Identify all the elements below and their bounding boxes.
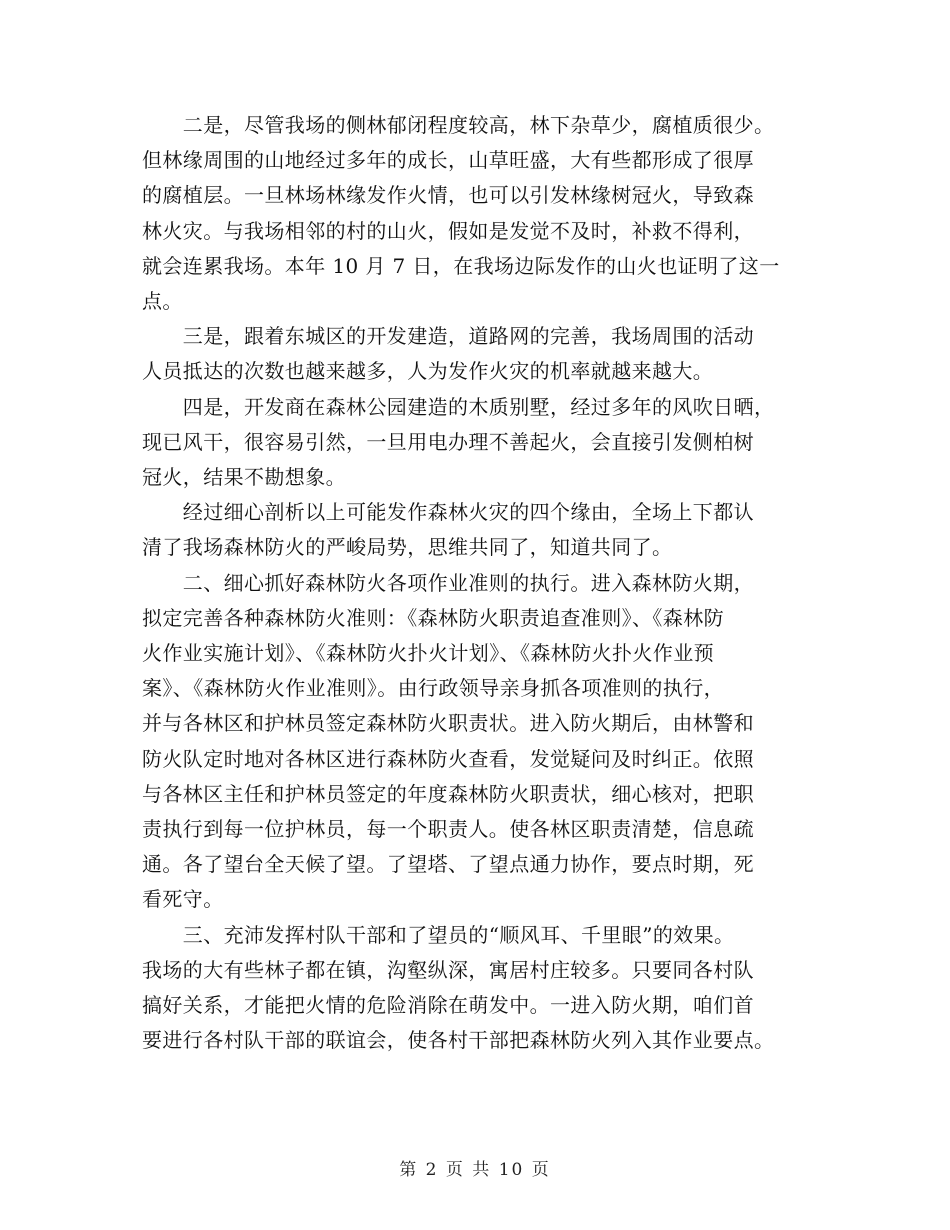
paragraph-5 <box>142 566 810 918</box>
paragraph-4 <box>142 495 810 565</box>
text-line: 清了我场森林防火的严峻局势，思维共同了，知道共同了。 <box>142 535 673 560</box>
text-line: 通。各了望台全天候了望。了望塔、了望点通力协作，要点时期，死 <box>142 852 754 877</box>
text-line: 与各林区主任和护林员签定的年度森林防火职责状，细心核对，把职 <box>142 781 754 806</box>
page-number-footer: 第 2 页 共 10 页 <box>399 1160 551 1180</box>
text-line: 三是，跟着东城区的开发建造，道路网的完善，我场周围的活动 <box>142 324 754 349</box>
text-line: 的腐植层。一旦林场林缘发作火情，也可以引发林缘树冠火，导致森 <box>142 183 754 208</box>
text-line: 二是，尽管我场的侧林郁闭程度较高，林下杂草少，腐植质很少。 <box>142 113 775 137</box>
text-line: 但林缘周围的山地经过多年的成长，山草旺盛，大有些都形成了很厚 <box>142 148 754 173</box>
text-line: 拟定完善各种森林防火准则：《森林防火职责追查准则》、《森林防 <box>142 605 724 630</box>
paragraph-6 <box>142 918 810 1059</box>
paragraph-1 <box>142 108 810 319</box>
text-line: 并与各林区和护林员签定森林防火职责状。进入防火期后，由林警和 <box>142 711 754 736</box>
paragraph-2 <box>142 319 810 389</box>
paragraph-3 <box>142 390 810 496</box>
text-line: 火作业实施计划》、《森林防火扑火计划》、《森林防火扑火作业预 <box>142 641 714 666</box>
text-line: 林火灾。与我场相邻的村的山火，假如是发觉不及时，补救不得利， <box>142 218 754 243</box>
text-line: 我场的大有些林子都在镇，沟壑纵深，寓居村庄较多。只要同各村队 <box>142 957 754 982</box>
text-line: 案》、《森林防火作业准则》。由行政领导亲身抓各项准则的执行， <box>142 676 724 701</box>
text-line: 人员抵达的次数也越来越多，人为发作火灾的机率就越来越大。 <box>142 359 714 384</box>
text-line: 防火队定时地对各林区进行森林防火查看，发觉疑问及时纠正。依照 <box>142 746 754 771</box>
text-line: 二、细心抓好森林防火各项作业准则的执行。进入森林防火期， <box>142 570 754 595</box>
text-line: 看死守。 <box>142 887 224 912</box>
text-line: 责执行到每一位护林员，每一个职责人。使各林区职责清楚，信息疏 <box>142 817 754 842</box>
text-line: 要进行各村队干部的联谊会，使各村干部把森林防火列入其作业要点。 <box>142 1028 775 1053</box>
text-line: 点。 <box>142 289 183 314</box>
text-line: 四是，开发商在森林公园建造的木质别墅，经过多年的风吹日晒， <box>142 394 775 419</box>
text-line: 搞好关系，才能把火情的危险消除在萌发中。一进入防火期，咱们首 <box>142 993 754 1018</box>
text-line: 经过细心剖析以上可能发作森林火灾的四个缘由，全场上下都认 <box>142 500 754 525</box>
text-line: 现已风干，很容易引然，一旦用电办理不善起火，会直接引发侧柏树 <box>142 429 754 454</box>
text-line: 就会连累我场。本年 10 月 7 日，在我场边际发作的山火也证明了这一 <box>142 253 780 278</box>
text-line: 冠火，结果不勘想象。 <box>142 465 346 490</box>
document-body <box>142 108 810 1058</box>
text-line: 三、充沛发挥村队干部和了望员的“顺风耳、千里眼”的效果。 <box>142 922 735 947</box>
